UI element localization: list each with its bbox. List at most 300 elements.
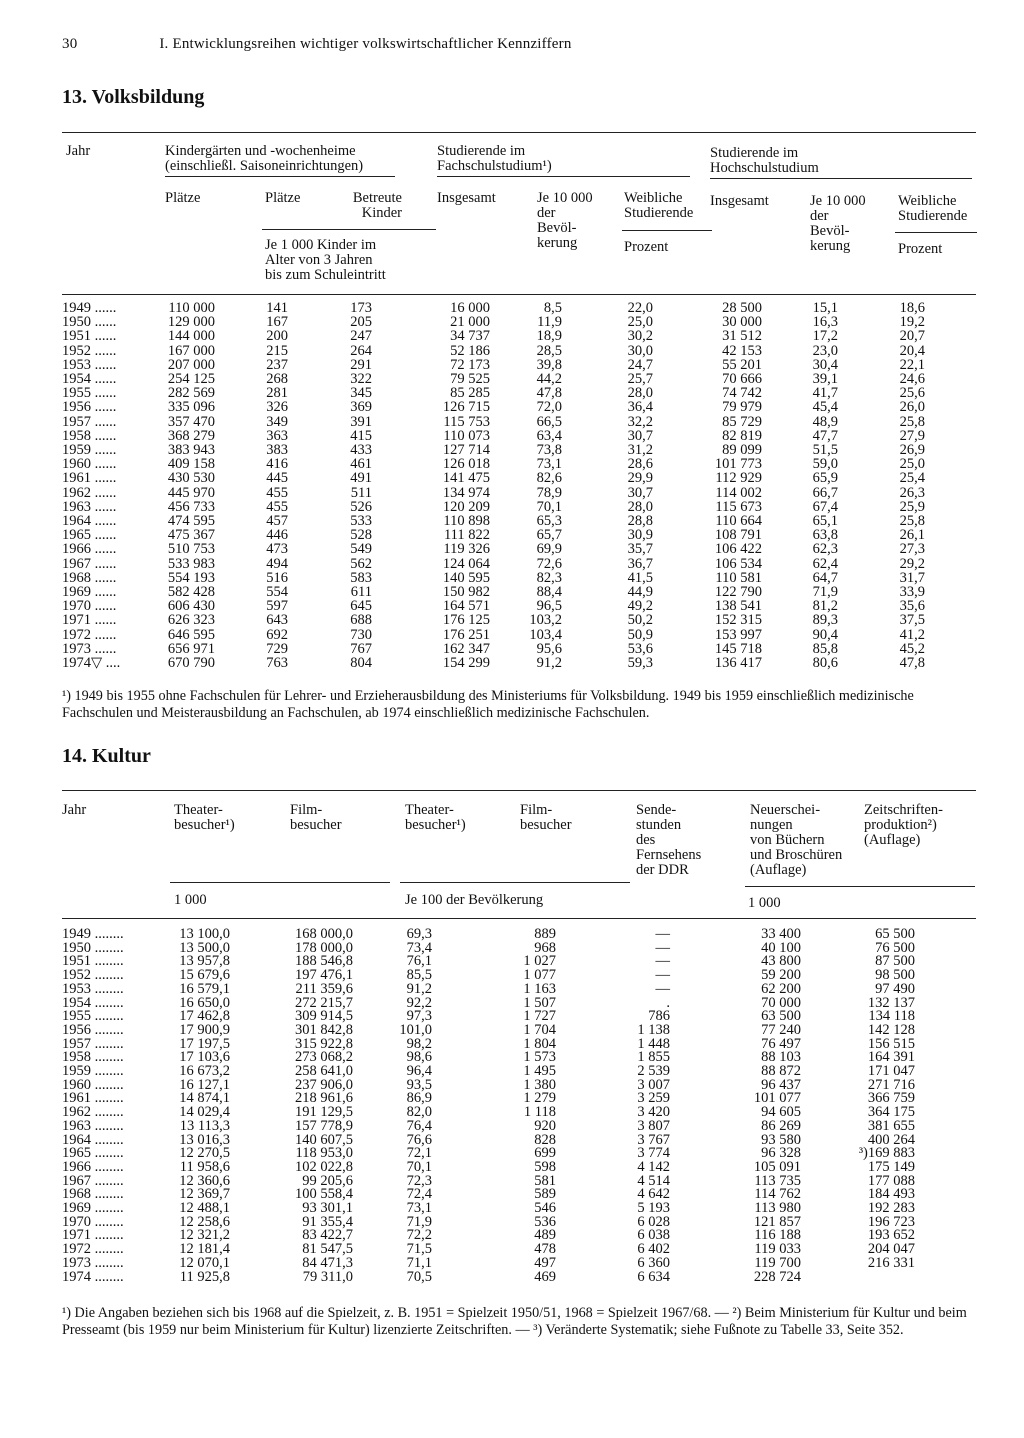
t14-cell-col5: 6 028 (637, 1213, 670, 1230)
t14-cell-col6: 113 980 (754, 1200, 801, 1216)
t14-cell-col4: 1 573 (523, 1049, 556, 1066)
t13-cell-col2: 326 (266, 399, 288, 416)
row-year: 1972 ........ (62, 1241, 124, 1258)
t13-cell-col5: 18,9 (536, 328, 562, 345)
t13-cell-col8: 16,3 (812, 314, 838, 331)
t14-unit3-rule (745, 886, 975, 887)
t13-cell-col9: 37,5 (899, 612, 925, 629)
table-row (0, 486, 1024, 500)
t14-cell-col5: — (655, 980, 670, 997)
row-year: 1956 ...... (62, 399, 117, 416)
t13-cell-col3: 611 (350, 584, 372, 600)
t14-col-zeitschriften: Zeitschriften- produktion²) (Auflage) (864, 802, 943, 848)
t14-cell-col1: 12 070,1 (179, 1254, 230, 1271)
t14-cell-col4: 1 163 (523, 980, 556, 997)
t14-cell-col4: 589 (534, 1186, 556, 1203)
t14-cell-col7: 193 652 (867, 1227, 915, 1244)
t14-cell-col1: 12 181,4 (179, 1241, 230, 1258)
t13-cell-col9: 29,2 (899, 555, 925, 572)
t13-cell-col1: 368 279 (167, 427, 215, 444)
t14-cell-col3: 82,0 (406, 1104, 432, 1121)
table-row (0, 628, 1024, 642)
t14-cell-col2: 272 215,7 (295, 994, 353, 1011)
t13-cell-col6: 28,0 (627, 385, 653, 402)
t14-cell-col4: 1 279 (523, 1090, 556, 1107)
t13-cell-col9: 25,8 (899, 413, 925, 430)
t14-cell-col7: 216 331 (867, 1254, 915, 1271)
t13-cell-col9: 22,1 (899, 356, 925, 373)
t13-cell-col1: 554 193 (167, 569, 215, 586)
t13-cell-col7: 55 201 (722, 356, 762, 373)
t14-cell-col4: 497 (534, 1254, 556, 1271)
row-year: 1966 ........ (62, 1158, 124, 1175)
t13-cell-col4: 52 186 (450, 342, 490, 359)
table-row (0, 968, 1024, 982)
row-year: 1960 ........ (62, 1076, 124, 1093)
row-year: 1955 ...... (62, 385, 117, 402)
table-row (0, 329, 1024, 343)
t13-cell-col2: 416 (266, 456, 288, 473)
t14-cell-col4: 478 (534, 1241, 556, 1258)
t13-col-kg-betreute: Betreute Kinder (352, 190, 402, 221)
t14-cell-col3: 101,0 (399, 1021, 432, 1038)
t14-cell-col2: 237 906,0 (295, 1076, 353, 1093)
t14-cell-col3: 70,1 (406, 1158, 432, 1175)
t13-cell-col9: 33,9 (899, 584, 925, 600)
row-year: 1973 ........ (62, 1254, 124, 1271)
t13-cell-col2: 268 (266, 371, 288, 387)
t14-cell-col7: 142 128 (867, 1021, 915, 1038)
t13-cell-col9: 47,8 (899, 655, 925, 671)
t13-cell-col8: 30,4 (812, 356, 838, 373)
t13-cell-col5: 78,9 (536, 484, 562, 501)
t14-cell-col1: 13 113,3 (179, 1117, 230, 1134)
t13-cell-col1: 670 790 (167, 655, 215, 671)
t14-cell-col6: 40 100 (761, 939, 801, 956)
t13-cell-col3: 247 (350, 328, 372, 345)
t14-cell-col6: 113 735 (754, 1172, 801, 1189)
t13-fs-prozent: Prozent (624, 239, 669, 255)
t14-cell-col7: 97 490 (875, 980, 915, 997)
t14-cell-col7: 76 500 (875, 939, 915, 956)
row-year: 1965 ...... (62, 527, 117, 544)
t13-cell-col7: 79 979 (722, 399, 762, 416)
t13-cell-col5: 63,4 (536, 427, 562, 444)
t14-cell-col6: 121 857 (753, 1213, 801, 1230)
t14-cell-col7: 177 088 (867, 1172, 915, 1189)
table-row (0, 344, 1024, 358)
table-row (0, 613, 1024, 627)
t14-cell-col5: 2 539 (637, 1063, 670, 1079)
t14-cell-col6: 86 269 (761, 1117, 801, 1134)
t14-cell-col2: 99 205,6 (302, 1172, 353, 1189)
t14-cell-col3: 96,4 (406, 1063, 432, 1079)
table-row (0, 372, 1024, 386)
row-year: 1959 ...... (62, 442, 117, 458)
t14-cell-col3: 73,4 (406, 939, 432, 956)
table-13-top-rule (62, 132, 976, 133)
table-14-header-rule (62, 918, 976, 919)
t14-cell-col3: 72,4 (406, 1186, 432, 1203)
t14-cell-col6: 59 200 (761, 967, 801, 984)
t14-cell-col2: 100 558,4 (295, 1186, 353, 1203)
row-year: 1969 ........ (62, 1200, 124, 1216)
t14-cell-col6: 33 400 (761, 926, 801, 942)
t14-col-sendestunden: Sende- stunden des Fernsehens der DDR (636, 802, 702, 878)
t13-cell-col2: 445 (266, 470, 288, 487)
t13-cell-col6: 22,0 (627, 300, 653, 316)
row-year: 1957 ...... (62, 413, 117, 430)
t14-cell-col5: 6 038 (637, 1227, 670, 1244)
t13-cell-col7: 42 153 (722, 342, 762, 359)
row-year: 1950 ........ (62, 939, 124, 956)
t13-cell-col9: 25,8 (899, 513, 925, 529)
t14-cell-col5: 3 420 (637, 1104, 670, 1121)
t13-cell-col1: 282 569 (167, 385, 215, 402)
t13-cell-col5: 72,0 (536, 399, 562, 416)
t13-cell-col5: 44,2 (536, 371, 562, 387)
t14-cell-col7: 98 500 (875, 967, 915, 984)
t13-col-hs-je: Je 10 000 der Bevöl- kerung (810, 193, 866, 254)
t13-cell-col5: 73,8 (536, 442, 562, 458)
page-number: 30 (62, 36, 78, 52)
t14-cell-col5: 3 807 (637, 1117, 670, 1134)
t14-cell-col4: 1 804 (523, 1035, 556, 1052)
t13-cell-col7: 106 422 (714, 541, 762, 558)
t13-cell-col1: 646 595 (167, 626, 215, 643)
table-row (0, 1119, 1024, 1133)
t13-cell-col7: 85 729 (722, 413, 762, 430)
t13-cell-col3: 322 (350, 371, 372, 387)
t13-cell-col8: 67,4 (812, 498, 838, 515)
t14-cell-col4: 1 380 (523, 1076, 556, 1093)
t14-cell-col5: 3 007 (637, 1076, 670, 1093)
t14-cell-col1: 12 360,6 (179, 1172, 230, 1189)
row-year: 1972 ...... (62, 626, 117, 643)
table-row (0, 471, 1024, 485)
table-row (0, 542, 1024, 556)
t13-cell-col2: 643 (266, 612, 288, 629)
t14-cell-col4: 828 (534, 1131, 556, 1148)
t14-col-film-abs: Film- besucher (290, 802, 342, 833)
t14-cell-col6: 88 103 (761, 1049, 801, 1066)
t14-cell-col4: 968 (534, 939, 556, 956)
t13-cell-col1: 144 000 (167, 328, 215, 345)
t14-cell-col7: 366 759 (867, 1090, 915, 1107)
t13-cell-col2: 215 (266, 342, 288, 359)
t14-cell-col6: 228 724 (753, 1268, 801, 1285)
t14-cell-col3: 72,2 (406, 1227, 432, 1244)
table-row (0, 954, 1024, 968)
row-year: 1966 ...... (62, 541, 117, 558)
t13-cell-col5: 66,5 (536, 413, 562, 430)
t13-cell-col8: 66,7 (812, 484, 838, 501)
t13-cell-col8: 62,3 (812, 541, 838, 558)
row-year: 1973 ...... (62, 640, 117, 657)
t14-unit2-rule (400, 882, 630, 883)
t14-cell-col1: 16 579,1 (179, 980, 230, 997)
row-year: 1956 ........ (62, 1021, 124, 1038)
t14-cell-col3: 76,6 (406, 1131, 432, 1148)
t13-cell-col3: 645 (350, 598, 372, 615)
table-row (0, 386, 1024, 400)
t14-cell-col2: 197 476,1 (295, 967, 353, 984)
t14-cell-col1: 13 100,0 (179, 926, 230, 942)
t14-cell-col5: 3 259 (637, 1090, 670, 1107)
t13-cell-col9: 26,3 (899, 484, 925, 501)
t14-cell-col2: 91 355,4 (302, 1213, 353, 1230)
t14-cell-col3: 72,1 (406, 1145, 432, 1162)
t14-col-jahr: Jahr (62, 802, 87, 818)
t13-cell-col6: 59,3 (627, 655, 653, 671)
t13-cell-col2: 237 (266, 356, 288, 373)
t14-cell-col5: . (666, 994, 670, 1011)
table-13-footnote: ¹) 1949 bis 1955 ohne Fachschulen für Lehrer- und Erzieherausbildung des Ministeriums für Volksbildung. 1949 bis 1959 einschließlich medizinische Fachschulen und Meisterausbildung an Fachschulen, ab 1974 einschließlich medizinische Fachschulen. (62, 688, 914, 721)
table-row (0, 1160, 1024, 1174)
t14-cell-col6: 76 497 (761, 1035, 801, 1052)
t13-cell-col9: 26,0 (899, 399, 925, 416)
t13-cell-col7: 101 773 (714, 456, 762, 473)
t14-cell-col7: 164 391 (867, 1049, 915, 1066)
row-year: 1962 ........ (62, 1104, 124, 1121)
table-row (0, 400, 1024, 414)
t13-cell-col2: 281 (266, 385, 288, 402)
t13-cell-col1: 110 000 (168, 300, 215, 316)
t13-cell-col8: 17,2 (812, 328, 838, 345)
t13-cell-col2: 200 (266, 328, 288, 345)
t14-cell-col6: 70 000 (761, 994, 801, 1011)
t13-cell-col1: 409 158 (167, 456, 215, 473)
t13-cell-col8: 15,1 (812, 300, 838, 316)
t13-cell-col7: 89 099 (722, 442, 762, 458)
t14-cell-col3: 69,3 (406, 926, 432, 942)
t14-cell-col7: 156 515 (867, 1035, 915, 1052)
t13-col-fs-je: Je 10 000 der Bevöl- kerung (537, 190, 593, 251)
t13-cell-col1: 335 096 (167, 399, 215, 416)
row-year: 1958 ...... (62, 427, 117, 444)
t14-cell-col1: 13 016,3 (179, 1131, 230, 1148)
t14-cell-col6: 96 328 (761, 1145, 801, 1162)
t13-cell-col6: 30,2 (627, 328, 653, 345)
running-head: I. Entwicklungsreihen wichtiger volkswirtschaftlicher Kennziffern (159, 36, 572, 52)
t13-cell-col4: 85 285 (450, 385, 490, 402)
table-row (0, 1270, 1024, 1284)
t14-cell-col1: 12 258,6 (179, 1213, 230, 1230)
t14-cell-col1: 13 957,8 (179, 953, 230, 970)
t14-col-theater-abs: Theater- besucher¹) (174, 802, 235, 833)
t14-cell-col7: 87 500 (875, 953, 915, 970)
t13-cell-col3: 264 (350, 342, 372, 359)
t13-cell-col8: 65,1 (812, 513, 838, 529)
t13-cell-col2: 729 (266, 640, 288, 657)
t14-unit-je100: Je 100 der Bevölkerung (405, 892, 544, 908)
t14-unit-1000-b: 1 000 (748, 895, 781, 911)
row-year: 1961 ...... (62, 470, 117, 487)
t13-kg-sub-label: Je 1 000 Kinder im Alter von 3 Jahren bis zum Schuleintritt (265, 237, 386, 283)
t13-cell-col8: 71,9 (812, 584, 838, 600)
t13-cell-col5: 96,5 (536, 598, 562, 615)
t14-cell-col3: 72,3 (406, 1172, 432, 1189)
t13-cell-col7: 110 664 (715, 513, 762, 529)
row-year: 1960 ...... (62, 456, 117, 473)
t13-cell-col2: 516 (266, 569, 288, 586)
t14-cell-col7: 381 655 (867, 1117, 915, 1134)
t14-cell-col3: 92,2 (406, 994, 432, 1011)
t13-cell-col3: 511 (350, 484, 372, 501)
row-year: 1958 ........ (62, 1049, 124, 1066)
t13-cell-col5: 11,9 (537, 314, 562, 331)
t13-cell-col2: 597 (266, 598, 288, 615)
t13-cell-col6: 50,2 (627, 612, 653, 629)
t14-cell-col6: 63 500 (761, 1008, 801, 1025)
t13-cell-col6: 44,9 (627, 584, 653, 600)
t14-cell-col4: 1 507 (523, 994, 556, 1011)
table-13-header-rule (62, 294, 976, 295)
row-year: 1974 ........ (62, 1268, 124, 1285)
table-row (0, 429, 1024, 443)
table-row (0, 528, 1024, 542)
t14-cell-col4: 581 (534, 1172, 556, 1189)
t14-cell-col3: 98,6 (406, 1049, 432, 1066)
t13-cell-col7: 108 791 (714, 527, 762, 544)
table-row (0, 1064, 1024, 1078)
table-14-top-rule (62, 790, 976, 791)
t13-col-kg-plaetze-je: Plätze (265, 190, 301, 206)
row-year: 1963 ...... (62, 498, 117, 515)
t14-cell-col5: 4 514 (637, 1172, 670, 1189)
t13-cell-col5: 65,7 (536, 527, 562, 544)
t14-cell-col1: 12 270,5 (179, 1145, 230, 1162)
t13-cell-col7: 122 790 (714, 584, 762, 600)
t13-cell-col2: 167 (266, 314, 288, 331)
t14-cell-col4: 1 704 (523, 1021, 556, 1038)
t13-cell-col4: 34 737 (450, 328, 490, 345)
t14-cell-col7: 184 493 (867, 1186, 915, 1203)
t13-cell-col3: 461 (350, 456, 372, 473)
t14-cell-col2: 81 547,5 (302, 1241, 353, 1258)
t13-cell-col9: 31,7 (899, 569, 925, 586)
t14-cell-col2: 168 000,0 (295, 926, 353, 942)
t13-hochschul-group: Studierende im Hochschulstudium (710, 145, 819, 176)
t14-cell-col2: 178 000,0 (295, 939, 353, 956)
t14-cell-col3: 73,1 (406, 1200, 432, 1216)
t14-cell-col7: 175 149 (867, 1158, 915, 1175)
t14-cell-col3: 91,2 (406, 980, 432, 997)
t14-cell-col7: 134 118 (868, 1008, 915, 1025)
t13-cell-col5: 65,3 (536, 513, 562, 529)
t13-cell-col2: 455 (266, 498, 288, 515)
row-year: 1953 ........ (62, 980, 124, 997)
t14-cell-col3: 76,4 (406, 1117, 432, 1134)
t13-cell-col1: 475 367 (167, 527, 215, 544)
t13-cell-col1: 474 595 (167, 513, 215, 529)
t14-cell-col1: 11 925,8 (179, 1268, 230, 1285)
t14-cell-col6: 101 077 (753, 1090, 801, 1107)
t14-cell-col7: 400 264 (867, 1131, 915, 1148)
t14-cell-col6: 43 800 (761, 953, 801, 970)
t13-cell-col4: 72 173 (450, 356, 490, 373)
t13-cell-col8: 65,9 (812, 470, 838, 487)
row-year: 1951 ........ (62, 953, 124, 970)
t13-cell-col8: 63,8 (812, 527, 838, 544)
t13-cell-col6: 28,8 (627, 513, 653, 529)
table-row (0, 982, 1024, 996)
row-year: 1962 ...... (62, 484, 117, 501)
t14-cell-col4: 546 (534, 1200, 556, 1216)
t13-fachschul-group: Studierende im Fachschulstudium¹) (437, 143, 552, 174)
t14-cell-col1: 12 369,7 (179, 1186, 230, 1203)
t13-cell-col5: 47,8 (536, 385, 562, 402)
t13-cell-col6: 29,9 (627, 470, 653, 487)
t13-cell-col7: 74 742 (722, 385, 762, 402)
row-year: 1954 ........ (62, 994, 124, 1011)
t13-cell-col3: 291 (350, 356, 372, 373)
t14-cell-col5: 6 402 (637, 1241, 670, 1258)
t13-cell-col4: 21 000 (450, 314, 490, 331)
t14-cell-col1: 11 958,6 (179, 1158, 230, 1175)
row-year: 1968 ...... (62, 569, 117, 586)
t14-cell-col2: 301 842,8 (295, 1021, 353, 1038)
t13-cell-col5: 70,1 (536, 498, 562, 515)
t13-cell-col2: 554 (266, 584, 288, 600)
t13-cell-col7: 70 666 (722, 371, 762, 387)
t13-cell-col3: 730 (350, 626, 372, 643)
t13-cell-col1: 357 470 (167, 413, 215, 430)
t13-hs-weibl-rule (895, 232, 977, 233)
t13-cell-col2: 363 (266, 427, 288, 444)
table-row (0, 514, 1024, 528)
t13-cell-col1: 129 000 (167, 314, 215, 331)
t14-cell-col3: 93,5 (406, 1076, 432, 1093)
table-row (0, 1105, 1024, 1119)
t13-cell-col9: 35,6 (899, 598, 925, 615)
table-row (0, 1256, 1024, 1270)
t13-cell-col8: 59,0 (812, 456, 838, 473)
row-year: 1971 ...... (62, 612, 117, 629)
row-year: 1949 ...... (62, 300, 117, 316)
t13-cell-col6: 41,5 (627, 569, 653, 586)
t13-cell-col1: 626 323 (167, 612, 215, 629)
t14-cell-col3: 70,5 (406, 1268, 432, 1285)
t13-cell-col3: 549 (350, 541, 372, 558)
t14-cell-col6: 62 200 (761, 980, 801, 997)
t13-cell-col6: 36,4 (627, 399, 653, 416)
t14-col-theater-je100: Theater- besucher¹) (405, 802, 466, 833)
t13-cell-col2: 494 (266, 555, 288, 572)
row-year: 1967 ........ (62, 1172, 124, 1189)
t14-cell-col3: 71,9 (406, 1213, 432, 1230)
t13-cell-col6: 25,7 (627, 371, 653, 387)
t13-cell-col6: 32,2 (627, 413, 653, 430)
t13-cell-col4: 126 715 (442, 399, 490, 416)
t14-cell-col4: 598 (534, 1158, 556, 1175)
t13-cell-col8: 48,9 (812, 413, 838, 430)
t13-cell-col7: 114 002 (715, 484, 762, 501)
t13-cell-col2: 457 (266, 513, 288, 529)
row-year: 1969 ...... (62, 584, 117, 600)
t13-cell-col4: 154 299 (442, 655, 490, 671)
t13-cell-col4: 115 753 (443, 413, 490, 430)
t14-cell-col7: ³)169 883 (858, 1145, 915, 1162)
row-year: 1951 ...... (62, 328, 117, 345)
t13-cell-col5: 39,8 (536, 356, 562, 373)
t14-cell-col3: 98,2 (406, 1035, 432, 1052)
t13-cell-col7: 30 000 (722, 314, 762, 331)
t13-cell-col4: 119 326 (443, 541, 490, 558)
t13-cell-col8: 62,4 (812, 555, 838, 572)
t13-fs-group-rule (437, 176, 690, 177)
t14-cell-col6: 114 762 (754, 1186, 801, 1203)
